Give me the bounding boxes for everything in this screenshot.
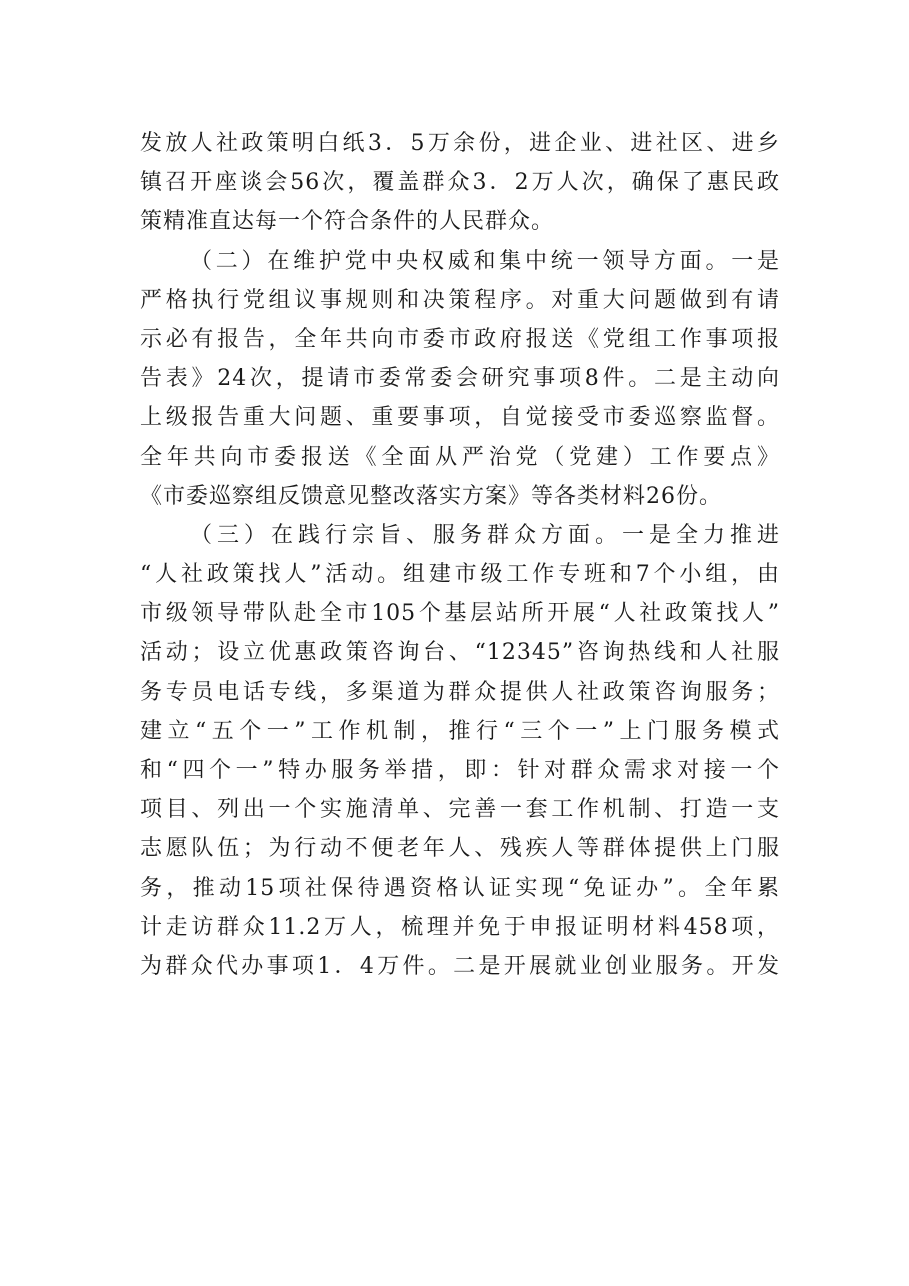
text-line: 志愿队伍；为行动不便老年人、残疾人等群体提供上门服: [140, 836, 780, 862]
text-line: 和“四个一”特办服务举措，即：针对群众需求对接一个: [140, 758, 780, 783]
paragraph-start-line: （二）在维护党中央权威和集中统一领导方面。一是: [190, 248, 780, 274]
text-line: 为群众代办事项1．4万件。二是开展就业创业服务。开发: [140, 953, 780, 979]
text-line: 示必有报告，全年共向市委市政府报送《党组工作事项报: [140, 326, 780, 352]
text-line: 务专员电话专线，多渠道为群众提供人社政策咨询服务；: [140, 679, 780, 705]
text-line: 建立“五个一”工作机制，推行“三个一”上门服务模式: [140, 718, 780, 744]
text-line: “人社政策找人”活动。组建市级工作专班和7个小组，由: [140, 562, 780, 588]
text-line: 活动；设立优惠政策咨询台、“12345”咨询热线和人社服: [140, 640, 780, 666]
paragraph-start-line: （三）在践行宗旨、服务群众方面。一是全力推进: [190, 522, 780, 548]
text-line: 严格执行党组议事规则和决策程序。对重大问题做到有请: [140, 287, 780, 313]
text-line: 发放人社政策明白纸3．5万余份，进企业、进社区、进乡: [140, 131, 780, 156]
text-line: 策精准直达每一个符合条件的人民群众。: [140, 209, 555, 235]
text-line: 务，推动15项社保待遇资格认证实现“免证办”。全年累: [140, 875, 780, 901]
body-text: [140, 124, 780, 986]
text-line: 项目、列出一个实施清单、完善一套工作机制、打造一支: [140, 797, 780, 823]
text-line: 《市委巡察组反馈意见整改落实方案》等各类材料26份。: [140, 483, 722, 509]
text-line: 上级报告重大问题、重要事项，自觉接受市委巡察监督。: [140, 405, 780, 431]
text-line: 告表》24次，提请市委常委会研究事项8件。二是主动向: [140, 366, 780, 392]
text-line: 计走访群众11.2万人，梳理并免于申报证明材料458项，: [140, 914, 780, 940]
text-line: 镇召开座谈会56次，覆盖群众3．2万人次，确保了惠民政: [140, 170, 780, 196]
text-line: 全年共向市委报送《全面从严治党（党建）工作要点》: [140, 444, 780, 470]
text-line: 市级领导带队赴全市105个基层站所开展“人社政策找人”: [140, 601, 780, 627]
